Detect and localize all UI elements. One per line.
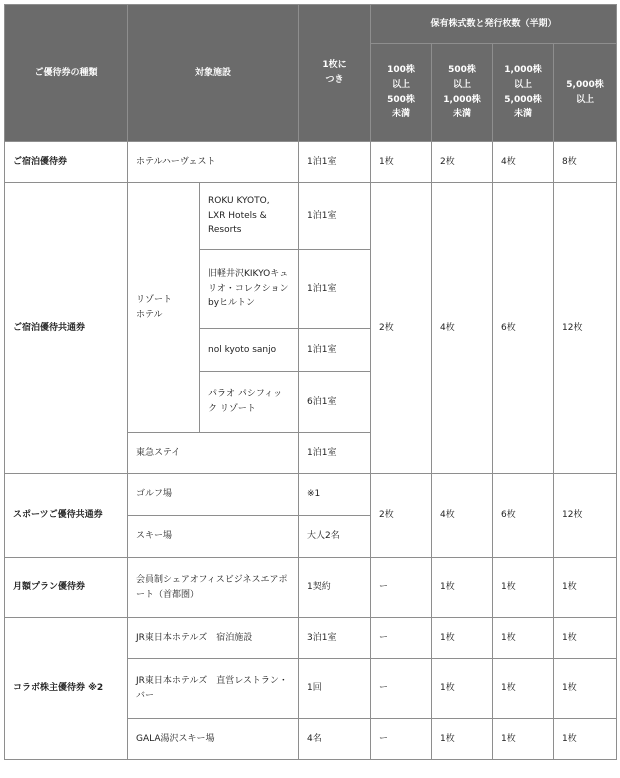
facility-name: 会員制シェアオフィスビジネスエアポート（首都圏） (128, 558, 299, 618)
unit-per-ticket: 6泊1室 (299, 372, 371, 433)
facility-name: ホテルハーヴェスト (128, 142, 299, 183)
count-tier-4: 1枚 (554, 618, 617, 659)
ticket-type: ご宿泊優待共通券 (5, 183, 128, 474)
count-tier-2: 1枚 (432, 558, 493, 618)
ticket-type: スポーツご優待共通券 (5, 474, 128, 558)
facility-name: GALA湯沢スキー場 (128, 719, 299, 760)
table-row (5, 183, 617, 250)
count-tier-1: ー (371, 719, 432, 760)
count-tier-1: 2枚 (371, 183, 432, 474)
facility-name: ROKU KYOTO, LXR Hotels & Resorts (200, 183, 299, 250)
shareholder-benefits-table (4, 4, 617, 760)
header-tier-4: 5,000株 以上 (554, 44, 617, 142)
facility-name: パラオ パシフィック リゾート (200, 372, 299, 433)
count-tier-3: 1枚 (493, 719, 554, 760)
count-tier-3: 6枚 (493, 183, 554, 474)
table-row (5, 558, 617, 618)
count-tier-4: 1枚 (554, 719, 617, 760)
header-tier-1: 100株 以上 500株 未満 (371, 44, 432, 142)
unit-per-ticket: 1泊1室 (299, 250, 371, 329)
ticket-type: ご宿泊優待券 (5, 142, 128, 183)
unit-per-ticket: 1泊1室 (299, 183, 371, 250)
header-holdings-group: 保有株式数と発行枚数（半期） (371, 5, 617, 44)
table-row (5, 474, 617, 516)
facility-name: JR東日本ホテルズ 直営レストラン・バー (128, 659, 299, 719)
unit-per-ticket: 3泊1室 (299, 618, 371, 659)
facility-name: 東急ステイ (128, 433, 299, 474)
header-type: ご優待券の種類 (5, 5, 128, 142)
count-tier-2: 4枚 (432, 183, 493, 474)
count-tier-2: 2枚 (432, 142, 493, 183)
count-tier-3: 1枚 (493, 618, 554, 659)
header-facility: 対象施設 (128, 5, 299, 142)
count-tier-2: 1枚 (432, 659, 493, 719)
count-tier-3: 4枚 (493, 142, 554, 183)
count-tier-4: 12枚 (554, 183, 617, 474)
count-tier-1: 2枚 (371, 474, 432, 558)
header-tier-3: 1,000株 以上 5,000株 未満 (493, 44, 554, 142)
count-tier-2: 1枚 (432, 618, 493, 659)
unit-per-ticket: 1泊1室 (299, 329, 371, 372)
count-tier-3: 1枚 (493, 558, 554, 618)
header-tier-2: 500株 以上 1,000株 未満 (432, 44, 493, 142)
unit-per-ticket: 1泊1室 (299, 142, 371, 183)
unit-per-ticket: 1回 (299, 659, 371, 719)
count-tier-1: ー (371, 618, 432, 659)
facility-name: 旧軽井沢KIKYOキュリオ・コレクションbyヒルトン (200, 250, 299, 329)
count-tier-1: ー (371, 558, 432, 618)
unit-per-ticket: 1契約 (299, 558, 371, 618)
unit-per-ticket: 大人2名 (299, 516, 371, 558)
count-tier-1: ー (371, 659, 432, 719)
unit-per-ticket: 1泊1室 (299, 433, 371, 474)
header-per-unit: 1枚に つき (299, 5, 371, 142)
count-tier-4: 1枚 (554, 558, 617, 618)
facility-name: nol kyoto sanjo (200, 329, 299, 372)
table-row (5, 618, 617, 659)
count-tier-2: 4枚 (432, 474, 493, 558)
count-tier-3: 1枚 (493, 659, 554, 719)
count-tier-3: 6枚 (493, 474, 554, 558)
count-tier-4: 8枚 (554, 142, 617, 183)
count-tier-4: 12枚 (554, 474, 617, 558)
resort-hotel-label: リゾート ホテル (128, 183, 200, 433)
count-tier-1: 1枚 (371, 142, 432, 183)
table-row (5, 142, 617, 183)
facility-name: スキー場 (128, 516, 299, 558)
facility-name: ゴルフ場 (128, 474, 299, 516)
unit-per-ticket: 4名 (299, 719, 371, 760)
count-tier-2: 1枚 (432, 719, 493, 760)
facility-name: JR東日本ホテルズ 宿泊施設 (128, 618, 299, 659)
count-tier-4: 1枚 (554, 659, 617, 719)
ticket-type: コラボ株主優待券 ※2 (5, 618, 128, 760)
unit-per-ticket: ※1 (299, 474, 371, 516)
ticket-type: 月額プラン優待券 (5, 558, 128, 618)
